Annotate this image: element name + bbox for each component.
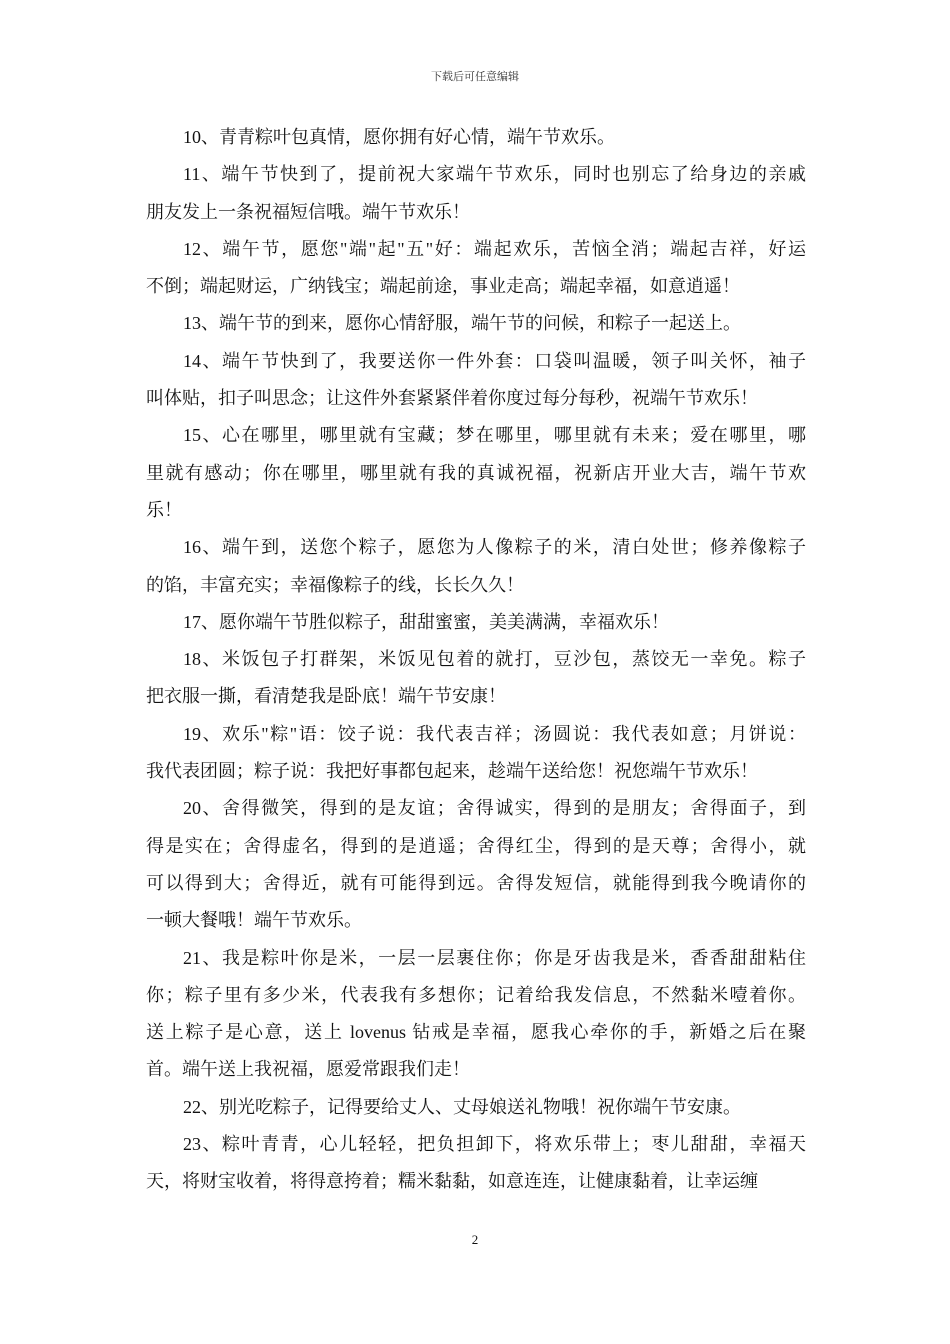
paragraph	[146, 641, 806, 716]
page-number: 2	[471, 1232, 479, 1247]
paragraph	[146, 940, 806, 1089]
paragraph	[146, 529, 806, 604]
text-line: 首。端午送上我祝福，愿爱常跟我们走！	[146, 1059, 470, 1080]
text-line: 19、欢乐"粽"语：饺子说：我代表吉祥；汤圆说：我代表如意；月饼说：	[183, 723, 806, 744]
text-line: 23、粽叶青青，心儿轻轻，把负担卸下，将欢乐带上；枣儿甜甜，幸福天	[183, 1134, 806, 1155]
text-line: 把衣服一撕，看清楚我是卧底！端午节安康！	[146, 686, 506, 707]
text-line: 20、舍得微笑，得到的是友谊；舍得诚实，得到的是朋友；舍得面子，到	[183, 798, 806, 819]
text-line: 可以得到大；舍得近，就有可能得到远。舍得发短信，就能得到我今晚请你的	[146, 872, 806, 893]
document-body	[146, 119, 806, 1201]
paragraph	[146, 1126, 806, 1201]
page-header: 下载后可任意编辑	[431, 71, 519, 83]
text-line: 10、青青粽叶包真情，愿你拥有好心情，端午节欢乐。	[183, 127, 615, 147]
text-line: 17、愿你端午节胜似粽子，甜甜蜜蜜，美美满满，幸福欢乐！	[183, 611, 669, 632]
text-line: 一顿大餐哦！端午节欢乐。	[146, 910, 362, 931]
text-line: 16、端午到，送您个粽子，愿您为人像粽子的米，清白处世；修养像粽子	[183, 537, 806, 558]
text-line: 不倒；端起财运，广纳钱宝；端起前途，事业走高；端起幸福，如意逍遥！	[146, 276, 740, 297]
text-line: 11、端午节快到了，提前祝大家端午节欢乐，同时也别忘了给身边的亲戚	[183, 164, 806, 185]
text-line: 朋友发上一条祝福短信哦。端午节欢乐！	[146, 201, 470, 222]
paragraph	[146, 231, 806, 306]
text-line: 你；粽子里有多少米，代表我有多想你；记着给我发信息，不然黏米噎着你。	[146, 984, 806, 1005]
text-line: 12、端午节，愿您"端"起"五"好：端起欢乐，苦恼全消；端起吉祥，好运	[183, 238, 806, 259]
text-line: 14、端午节快到了，我要送你一件外套：口袋叫温暖，领子叫关怀，袖子	[183, 350, 806, 371]
paragraph	[146, 417, 806, 529]
text-line: 乐！	[146, 499, 182, 520]
paragraph	[146, 716, 806, 791]
paragraph	[146, 305, 806, 342]
text-line: 里就有感动；你在哪里，哪里就有我的真诚祝福，祝新店开业大吉，端午节欢	[146, 462, 806, 483]
text-line: 叫体贴，扣子叫思念；让这件外套紧紧伴着你度过每分每秒，祝端午节欢乐！	[146, 388, 758, 409]
text-line: 22、别光吃粽子，记得要给丈人、丈母娘送礼物哦！祝你端午节安康。	[183, 1096, 741, 1117]
paragraph	[146, 790, 806, 939]
text-line: 21、我是粽叶你是米，一层一层裹住你；你是牙齿我是米，香香甜甜粘住	[183, 947, 806, 968]
text-line: 18、米饭包子打群架，米饭见包着的就打，豆沙包，蒸饺无一幸免。粽子	[183, 649, 806, 670]
paragraph	[146, 604, 806, 641]
paragraph	[146, 119, 806, 156]
text-line: 15、心在哪里，哪里就有宝藏；梦在哪里，哪里就有未来；爱在哪里，哪	[183, 425, 806, 446]
text-line: 13、端午节的到来，愿你心情舒服，端午节的问候，和粽子一起送上。	[183, 313, 741, 334]
text-line: 得是实在；舍得虚名，得到的是逍遥；舍得红尘，得到的是天尊；舍得小，就	[146, 835, 806, 856]
text-line: 我代表团圆；粽子说：我把好事都包起来，趁端午送给您！祝您端午节欢乐！	[146, 761, 758, 782]
paragraph	[146, 343, 806, 418]
text-line: 天，将财宝收着，将得意挎着；糯米黏黏，如意连连，让健康黏着，让幸运缠	[146, 1171, 758, 1192]
text-line: 的馅，丰富充实；幸福像粽子的线，长长久久！	[146, 574, 524, 595]
paragraph	[146, 1089, 806, 1126]
text-line: 送上粽子是心意，送上 lovenus 钻戒是幸福，愿我心牵你的手，新婚之后在聚	[146, 1022, 806, 1043]
paragraph	[146, 156, 806, 231]
